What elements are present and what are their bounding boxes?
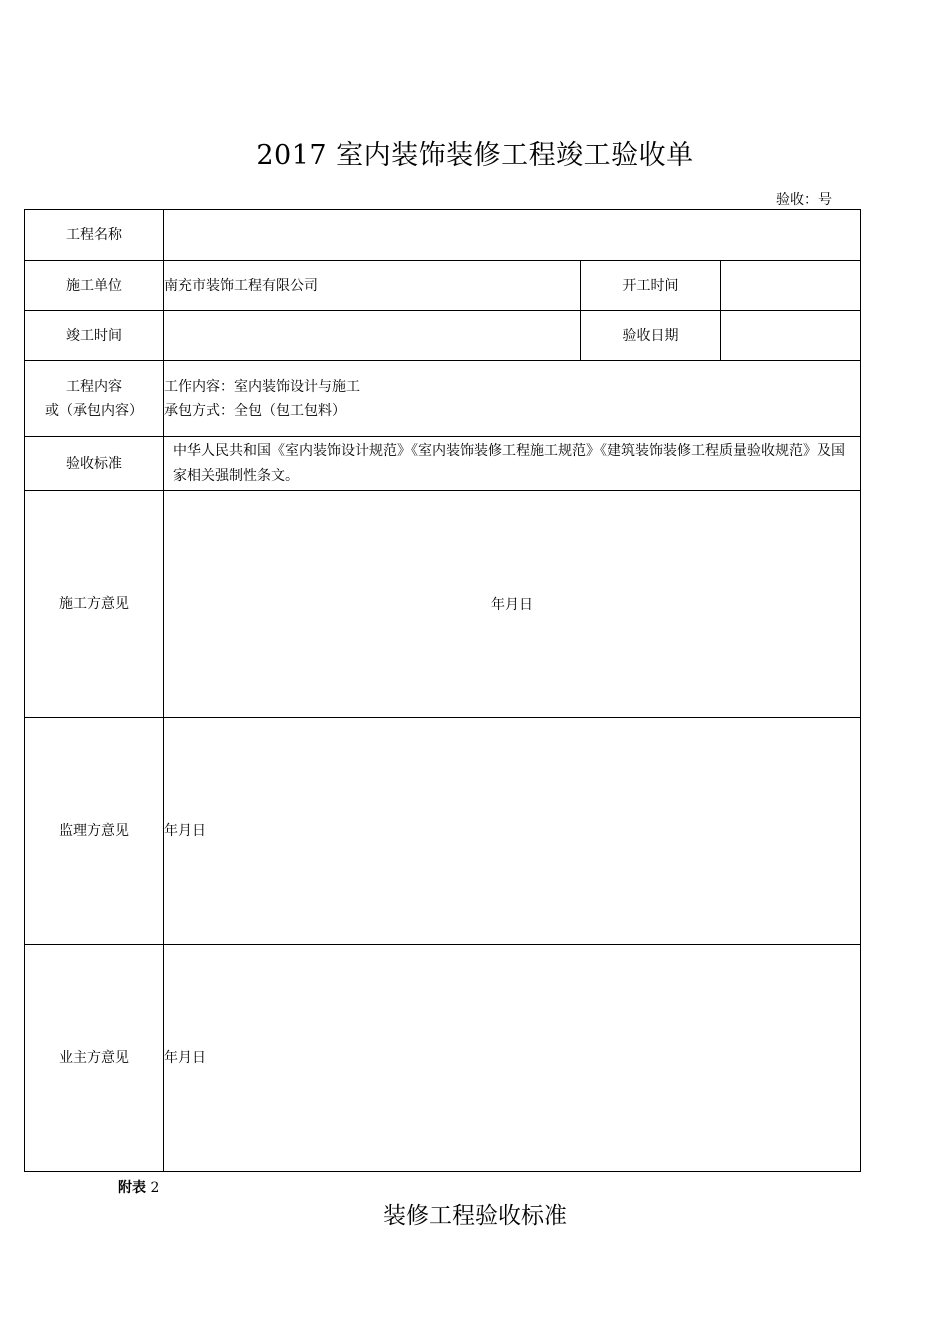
acceptance-standard-label: 验收标准: [25, 437, 164, 491]
owner-opinion-field[interactable]: [164, 945, 861, 1172]
acceptance-standard-field[interactable]: 中华人民共和国《室内装饰设计规范》《室内装饰装修工程施工规范》《建筑装饰装修工程质量验收规范》及国家相关强制性条文。: [164, 437, 861, 491]
acceptance-form-table: [24, 209, 861, 1172]
project-content-label-line1: 工程内容: [66, 378, 122, 395]
contractor-label: 施工单位: [25, 261, 164, 311]
work-content-text: 工作内容：室内装饰设计与施工: [164, 378, 360, 395]
row-supervisor-opinion: [25, 718, 861, 945]
supervisor-opinion-date: 年月日: [164, 823, 206, 839]
contract-mode-text: 承包方式：全包（包工包料）: [164, 402, 346, 419]
document-title: 2017 室内装饰装修工程竣工验收单: [256, 140, 694, 171]
contractor-field[interactable]: 南充市装饰工程有限公司: [164, 261, 581, 311]
row-contractor: [25, 261, 861, 311]
section-subtitle: 装修工程验收标准: [383, 1203, 567, 1229]
owner-opinion-date: 年月日: [164, 1050, 206, 1066]
project-content-label-line2: 或（承包内容）: [45, 402, 143, 419]
acceptance-date-label: 验收日期: [581, 311, 721, 361]
supervisor-opinion-label: 监理方意见: [25, 718, 164, 945]
project-name-field[interactable]: [164, 210, 861, 261]
row-project-name: [25, 210, 861, 261]
owner-opinion-label: 业主方意见: [25, 945, 164, 1172]
row-owner-opinion: [25, 945, 861, 1172]
contractor-opinion-field[interactable]: [164, 491, 861, 718]
start-time-label: 开工时间: [581, 261, 721, 311]
row-completion: [25, 311, 861, 361]
start-time-field[interactable]: [721, 261, 861, 311]
appendix-number: 2: [150, 1180, 160, 1196]
completion-time-field[interactable]: [164, 311, 581, 361]
completion-time-label: 竣工时间: [25, 311, 164, 361]
contractor-opinion-date: 年月日: [491, 597, 533, 613]
project-name-label: 工程名称: [25, 210, 164, 261]
project-content-field[interactable]: [164, 361, 861, 437]
supervisor-opinion-field[interactable]: [164, 718, 861, 945]
project-content-label: [25, 361, 164, 437]
appendix-label: 附表: [118, 1180, 146, 1196]
row-project-content: [25, 361, 861, 437]
acceptance-date-field[interactable]: [721, 311, 861, 361]
appendix-note: [118, 1177, 159, 1197]
contractor-opinion-label: 施工方意见: [25, 491, 164, 718]
row-contractor-opinion: [25, 491, 861, 718]
row-acceptance-standard: [25, 437, 861, 491]
receipt-number: 验收：号: [776, 192, 832, 208]
